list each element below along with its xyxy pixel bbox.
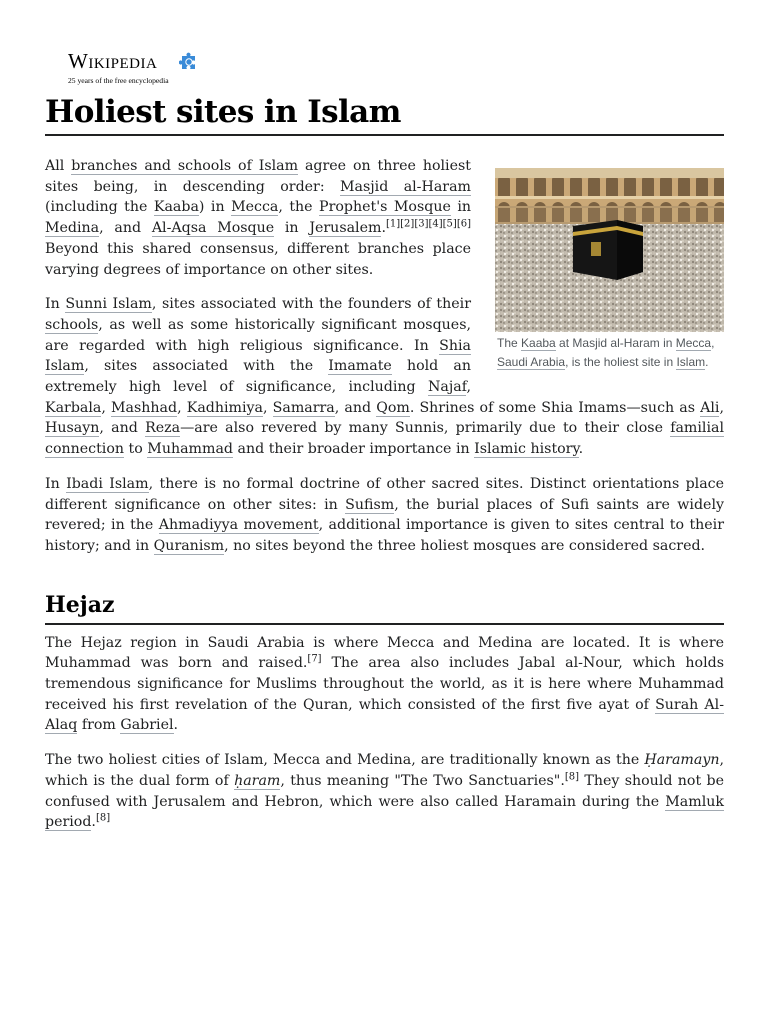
- text: They should not be confused with Jerusalem and Hebron, which were also called Haramain during the: [45, 772, 724, 810]
- wikipedia-wordmark: Wikipedia: [68, 49, 158, 73]
- caption-text: , is the holiest site in: [565, 354, 677, 369]
- text: .: [173, 717, 179, 734]
- link-islam[interactable]: Islam: [676, 354, 706, 369]
- wikipedia-logo[interactable]: [68, 50, 228, 90]
- text: ,: [263, 399, 273, 416]
- link-gabriel[interactable]: Gabriel: [120, 717, 174, 734]
- text: In: [45, 475, 67, 492]
- link-branches-and-schools[interactable]: branches and schools of Islam: [71, 158, 299, 174]
- link-mecca[interactable]: Mecca: [231, 199, 279, 216]
- text: .: [91, 814, 96, 831]
- text: in: [274, 220, 310, 237]
- reference-4[interactable]: [4]: [428, 218, 443, 230]
- caption-text: ,: [711, 336, 715, 350]
- text: , which is the dual form of: [45, 752, 724, 789]
- article-body: [45, 156, 724, 847]
- paragraph-hejaz-region: [45, 633, 724, 737]
- link-saudi-arabia[interactable]: Saudi Arabia: [497, 354, 566, 369]
- text: , and: [99, 220, 152, 237]
- text: Beyond this shared consensus, different branches place varying degrees of importance on other sites.: [45, 240, 471, 278]
- text: The Hejaz region in Saudi Arabia is where Mecca and Medina are located. It is where Muhammad was born and raised.: [45, 634, 724, 672]
- text: In: [45, 296, 66, 313]
- text: and their broader importance in: [233, 441, 475, 458]
- link-sufism[interactable]: Sufism: [345, 496, 395, 513]
- text: ,: [101, 399, 112, 416]
- text: , the: [278, 199, 320, 216]
- link-kaaba[interactable]: Kaaba: [153, 199, 199, 216]
- paragraph-haramayn: [45, 750, 724, 833]
- text: , and: [99, 420, 146, 437]
- reference-1[interactable]: [1]: [385, 218, 401, 230]
- text: agree on three holiest sites being, in descending order:: [45, 158, 471, 195]
- term-haramayn: Ḥaramayn: [644, 752, 720, 769]
- link-muhammad[interactable]: Muhammad: [147, 441, 234, 458]
- text: ,: [719, 399, 724, 416]
- text: , and: [334, 399, 377, 416]
- link-reza[interactable]: Reza: [145, 420, 181, 437]
- link-schools[interactable]: schools: [45, 316, 99, 333]
- caption-text: The: [497, 336, 522, 350]
- site-tagline: 25 years of the free encyclopedia: [68, 76, 169, 85]
- kaaba-photo[interactable]: [495, 168, 724, 332]
- reference-6[interactable]: [6]: [456, 218, 471, 230]
- link-surah-al-alaq[interactable]: Surah Al-Alaq: [45, 696, 724, 734]
- text: .: [381, 220, 386, 237]
- text: , as well as some historically significant mosques, are regarded with high religious significance. In: [45, 316, 471, 354]
- infobox-figure: [495, 168, 724, 371]
- reference-7[interactable]: [7]: [307, 653, 322, 665]
- link-jerusalem[interactable]: Jerusalem: [309, 220, 382, 237]
- reference-8-repeat[interactable]: [8]: [95, 812, 111, 824]
- link-al-aqsa-mosque[interactable]: Al-Aqsa Mosque: [151, 220, 275, 237]
- link-mecca-caption[interactable]: Mecca: [675, 336, 712, 350]
- text: (including the: [45, 199, 154, 216]
- text: , no sites beyond the three holiest mosques are considered sacred.: [224, 537, 706, 554]
- text: The two holiest cities of Islam, Mecca and Medina, are traditionally known as the: [45, 752, 645, 769]
- link-haram[interactable]: ḥaram: [234, 772, 281, 789]
- text: .: [578, 441, 584, 458]
- text: , sites associated with the founders of their: [151, 296, 471, 313]
- text: , additional importance is given to sites central to their history; and in: [45, 517, 725, 554]
- link-qom[interactable]: Qom: [376, 399, 410, 416]
- text: . Shrines of some Shia Imams—such as: [409, 399, 701, 416]
- reference-3[interactable]: [3]: [414, 218, 429, 230]
- reference-2[interactable]: [2]: [400, 218, 415, 230]
- section-heading-hejaz: Hejaz: [45, 590, 724, 625]
- link-prophets-mosque[interactable]: Prophet's Mosque: [319, 199, 451, 216]
- text: ,: [177, 399, 187, 416]
- text: to: [124, 441, 148, 458]
- paragraph-other-branches: [45, 474, 724, 557]
- text: ,: [466, 379, 471, 396]
- text: from: [77, 717, 121, 734]
- link-kadhimiya[interactable]: Kadhimiya: [186, 399, 264, 416]
- link-ali[interactable]: Ali: [700, 399, 720, 416]
- page-title: Holiest sites in Islam: [45, 90, 724, 136]
- text: in: [450, 199, 472, 216]
- text: , the burial places of Sufi saints are widely revered; in the: [45, 496, 724, 534]
- text: , there is no formal doctrine of other sacred sites. Distinct orientations place different significance on other sites: in: [45, 475, 725, 513]
- link-medina[interactable]: Medina: [45, 220, 100, 237]
- link-karbala[interactable]: Karbala: [45, 399, 102, 416]
- link-kaaba-caption[interactable]: Kaaba: [521, 336, 556, 350]
- link-samarra[interactable]: Samarra: [272, 399, 335, 416]
- text: hold an extremely high level of significance, including: [45, 358, 471, 396]
- link-shia-islam[interactable]: Shia Islam: [45, 337, 471, 375]
- text: , sites associated with the: [84, 358, 329, 375]
- link-ibadi-islam[interactable]: Ibadi Islam: [66, 475, 149, 492]
- puzzle-globe-icon: [179, 51, 199, 71]
- text: , thus meaning "The Two Sanctuaries".: [280, 772, 565, 789]
- link-islamic-history[interactable]: Islamic history: [474, 441, 579, 458]
- text: —are also revered by many Sunnis, primarily due to their close: [180, 420, 671, 437]
- link-najaf[interactable]: Najaf: [428, 379, 467, 396]
- caption-text: at Masjid al-Haram in: [555, 336, 676, 350]
- link-imamate[interactable]: Imamate: [328, 358, 392, 375]
- reference-5[interactable]: [5]: [442, 218, 457, 230]
- link-ahmadiyya-movement[interactable]: Ahmadiyya movement: [158, 517, 319, 534]
- text: The area also includes Jabal al-Nour, which holds tremendous significance for Muslims throughout the world, as it is here where Muhammad received his first revelation of the Quran, which consisted of the first five ayat of: [45, 655, 724, 713]
- link-sunni-islam[interactable]: Sunni Islam: [65, 296, 152, 313]
- caption-text: .: [705, 354, 709, 369]
- link-husayn[interactable]: Husayn: [45, 420, 100, 437]
- figure-caption: [495, 334, 724, 371]
- link-mamluk-period[interactable]: Mamluk period: [45, 793, 724, 831]
- text: ) in: [198, 199, 232, 216]
- text: All: [45, 158, 72, 174]
- link-masjid-al-haram[interactable]: Masjid al-Haram: [340, 178, 472, 195]
- link-mashhad[interactable]: Mashhad: [111, 399, 178, 416]
- reference-8[interactable]: [8]: [564, 771, 580, 783]
- link-quranism[interactable]: Quranism: [153, 537, 225, 554]
- link-familial-connection[interactable]: familial connection: [45, 420, 724, 458]
